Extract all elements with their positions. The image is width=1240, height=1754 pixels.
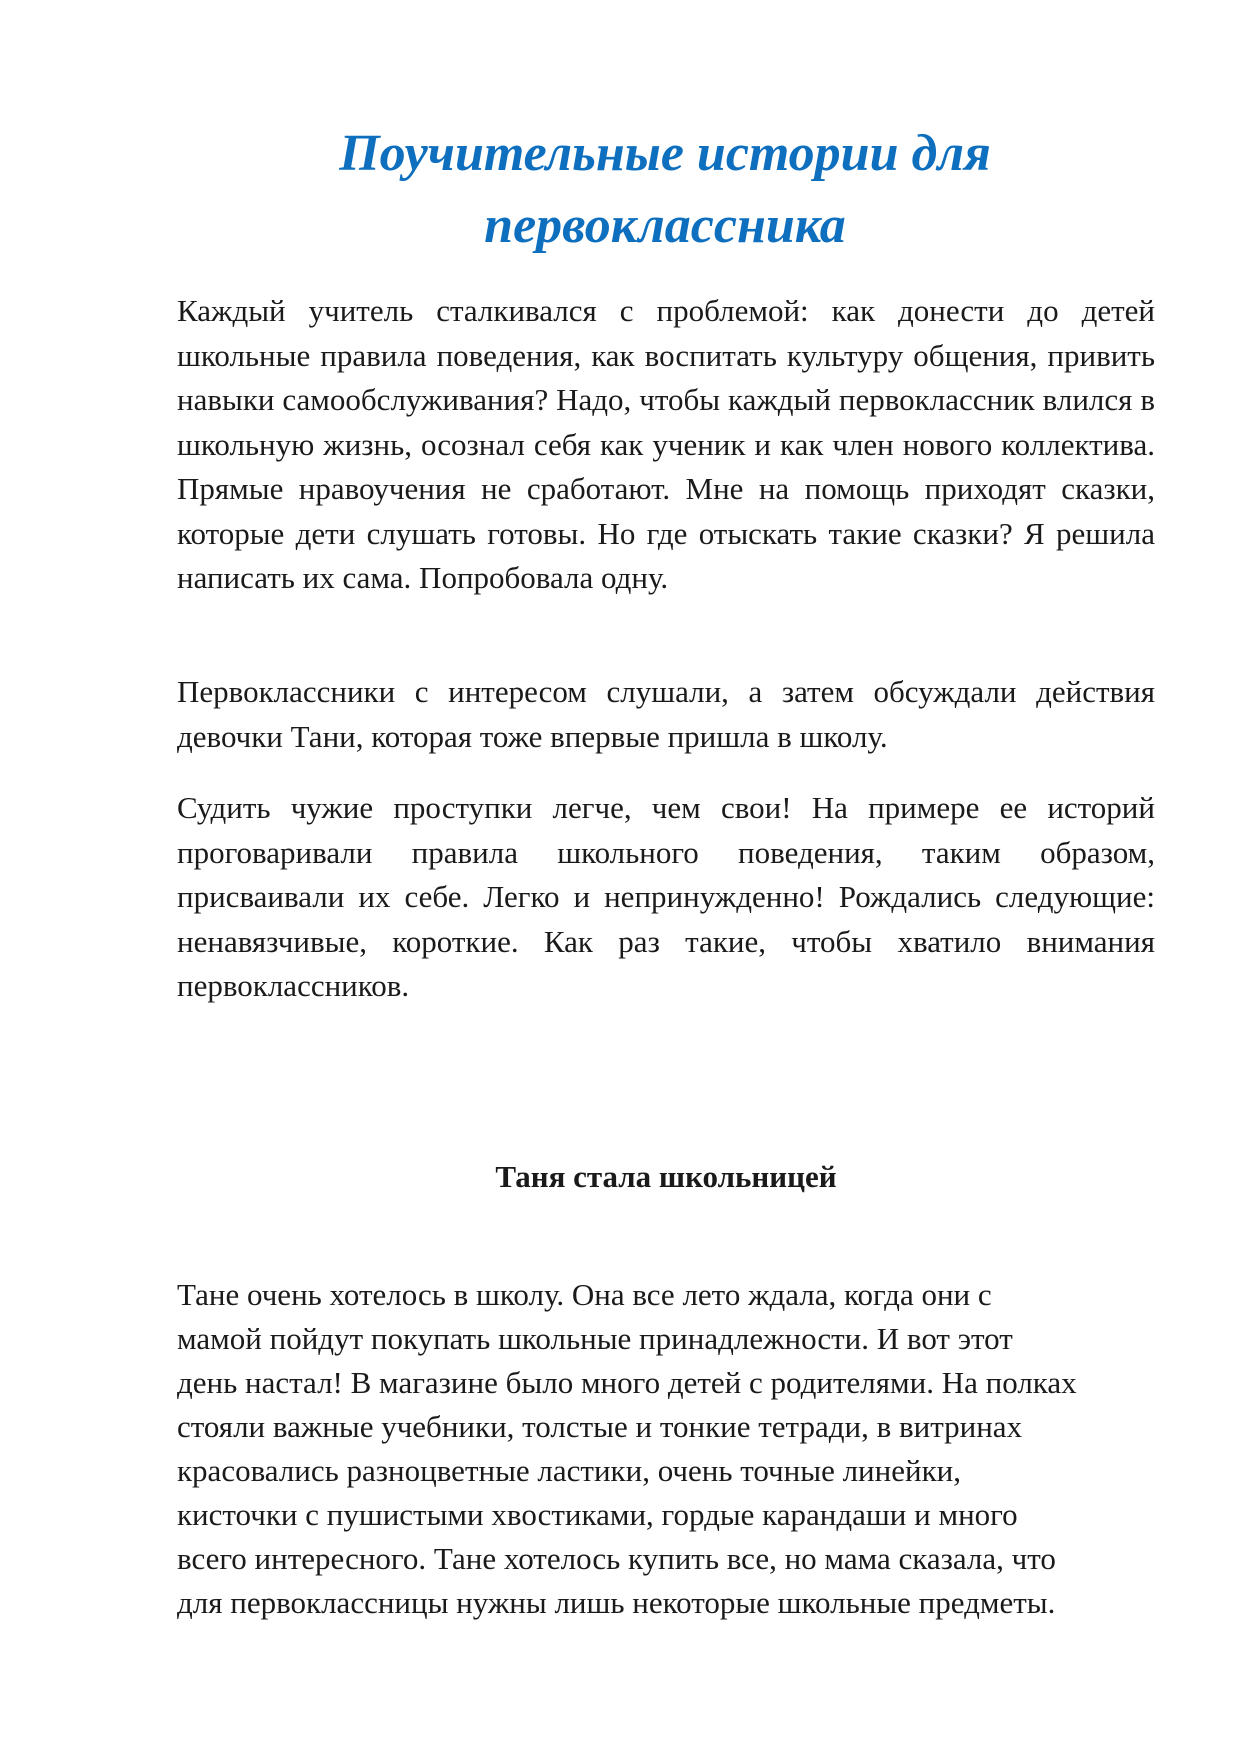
intro-paragraph-1: Каждый учитель сталкивался с проблемой: как донести до детей школьные правила поведения, как воспитать культуру общения, привить навыки самообслуживания? Надо, чтобы каждый первоклассник влился в школьную жизнь, осознал себя как ученик и как член нового коллектива. Прямые нравоучения не сработают. Мне на помощь приходят сказки, которые дети слушать готовы. Но где отыскать такие сказки? Я решила написать их сама. Попробовала одну.: [177, 293, 1155, 595]
intro-paragraph-2: Первоклассники с интересом слушали, а затем обсуждали действия девочки Тани, которая тоже впервые пришла в школу.: [177, 674, 1155, 754]
story-line: стояли важные учебники, толстые и тонкие тетради, в витринах: [177, 1409, 1023, 1444]
story-paragraph: [177, 1273, 1167, 1625]
story-line: мамой пойдут покупать школьные принадлежности. И вот этот: [177, 1321, 1013, 1356]
story-line: кисточки с пушистыми хвостиками, гордые карандаши и много: [177, 1497, 1018, 1532]
story-title: Таня стала школьницей: [495, 1159, 837, 1194]
story-line: Тане очень хотелось в школу. Она все лето ждала, когда они с: [177, 1277, 992, 1312]
story-line: всего интересного. Тане хотелось купить все, но мама сказала, что: [177, 1541, 1056, 1576]
story-line: красовались разноцветные ластики, очень точные линейки,: [177, 1453, 961, 1488]
intro-paragraph-3: Судить чужие проступки легче, чем свои! На примере ее историй проговаривали правила школьного поведения, таким образом, присваивали их себе. Легко и непринужденно! Рождались следующие: ненавязчивые, короткие. Как раз такие, чтобы хватило внимания первоклассников.: [177, 790, 1155, 1003]
document-title: Поучительные истории для первоклассника: [339, 125, 991, 254]
story-line: для первоклассницы нужны лишь некоторые школьные предметы.: [177, 1585, 1056, 1620]
story-line: день настал! В магазине было много детей с родителями. На полках: [177, 1365, 1077, 1400]
